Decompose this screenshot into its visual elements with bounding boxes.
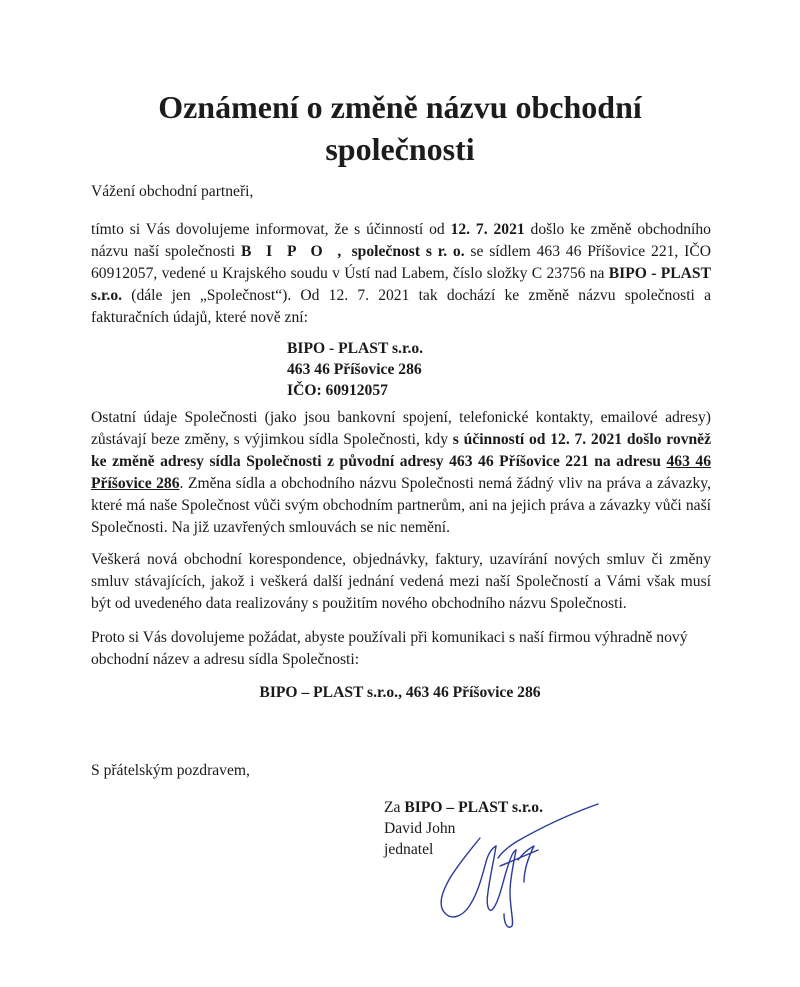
paragraph-other-details: Ostatní údaje Společnosti (jako jsou bankovní spojení, telefonické kontakty, emailové adresy) zůstávají beze změny, s výjimkou sídla Společnosti, kdy s účinností od 12. 7. 2021 došlo rovněž ke změně adresy sídla Společnosti z původní adresy 463 46 Příšovice 221 na adresu 463 46 Příšovice 286. Změna sídla a obchodního názvu Společnosti nemá žádný vliv na práva a závazky, které má naše Společnost vůči svým obchodním partnerům, ani na jejich práva a závazky vůči naší Společnosti. Na již uzavřených smlouvách se nic nemění. (91, 409, 712, 536)
salutation: Vážení obchodní partneři, (91, 183, 254, 200)
signature-company-name: BIPO – PLAST s.r.o. (404, 799, 544, 816)
signature-person-role: jednatel (384, 841, 434, 858)
paragraph-request: Proto si Vás dovolujeme požádat, abyste používali při komunikaci s naší firmou výhradně nový obchodní název a adresu sídla Společnosti: (91, 629, 688, 668)
address-company-name: BIPO - PLAST s.r.o. (287, 340, 424, 357)
signature-company-line: Za BIPO – PLAST s.r.o. (384, 799, 544, 816)
paragraph-correspondence: Veškerá nová obchodní korespondence, objednávky, faktury, uzavírání nových smluv či změny smluv stávajících, jakož i veškerá další jednání vedená mezi naší Společností a Vámi však musí být od uvedeného data realizovány s použitím nového obchodního názvu Společnosti. (91, 551, 711, 612)
handwritten-signature-icon (420, 800, 620, 930)
effective-date: 12. 7. 2021 (450, 221, 525, 238)
new-seat-address: 463 46 Příšovice 286 (91, 453, 711, 492)
title-line-1: Oznámení o změně názvu obchodní (158, 89, 642, 125)
new-company-name: BIPO - PLAST s.r.o. (91, 265, 711, 304)
paragraph-announcement: tímto si Vás dovolujeme informovat, že s účinností od 12. 7. 2021 došlo ke změně obchodního názvu naší společnosti B I P O , společnost s r. o. se sídlem 463 46 Příšovice 221, IČO 60912057, vedené u Krajského soudu v Ústí nad Labem, číslo složky C 23756 na BIPO - PLAST s.r.o. (dále jen „Společnost“). Od 12. 7. 2021 tak dochází ke změně názvu společnosti a fakturačních údajů, které nově zní: (91, 221, 711, 326)
highlight-company-address: BIPO – PLAST s.r.o., 463 46 Příšovice 286 (259, 684, 541, 701)
new-company-address-block (287, 338, 423, 401)
old-company-name: B I P O , (240, 243, 346, 260)
title-line-2: společnosti (325, 131, 475, 167)
address-street: 463 46 Příšovice 286 (287, 361, 422, 378)
signature-person-name: David John (384, 820, 456, 837)
closing-greeting: S přátelským pozdravem, (91, 762, 250, 779)
seat-change-statement: s účinností od 12. 7. 2021 došlo rovněž ke změně adresy sídla Společnosti z původní adresy 463 46 Příšovice 221 na adresu (91, 431, 712, 470)
address-ico: IČO: 60912057 (287, 382, 388, 399)
document-title (0, 86, 800, 170)
old-company-form: společnost s r. o. (345, 243, 465, 260)
